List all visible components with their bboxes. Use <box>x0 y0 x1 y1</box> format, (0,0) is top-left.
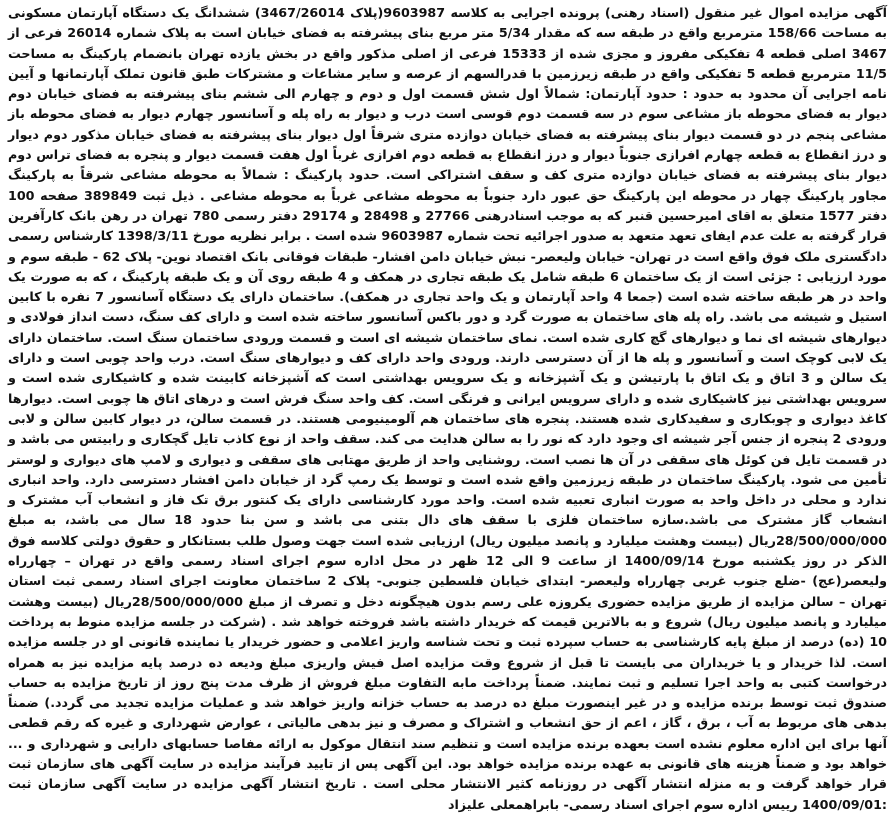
auction-notice <box>8 3 888 812</box>
notice-body: آگهی مزایده اموال غیر منقول (اسناد رهنی) پرونده اجرایی به کلاسه 9603987(پلاک 3467/26014) ششدانگ یک دستگاه آپارتمان مسکونی به مساحت 158/66 مترمربع واقع در طبقه سه که مقدار 5/34 متر مربع بنای پیشرفته به فضای خیابان است به پلاک شماره 26014 فرعی از 3467 اصلی قطعه 4 تفکیکی مفروز و مجزی شده از 15333 فرعی از اصلی مذکور واقع در بخش یازده تهران بانضمام پارکینگ به مساحت 11/5 مترمربع قطعه 5 تفکیکی واقع در طبقه زیرزمین با قدرالسهم از عرصه و سایر مشاعات و مشترکات طبق قانون تملک آپارتمانها و آیین نامه اجرایی آن محدود به حدود : حدود آپارتمان: شمالاً اول شش قسمت اول و دوم و چهارم الی ششم بنای پیشرفته به فضای خیابان دوم دیوار به فضای محوطه باز مشاعی سوم در سه قسمت دوم قوسی است درب و دیوار به راه پله و آسانسور چهارم دیوار به فضای محوطه باز مشاعی پنجم در دو قسمت دیوار بنای پیشرفته به فضای خیابان دوازده متری شرقاً اول دیوار بنای پیشرفته به فضای خیابان مذکور دوم دیوار و درز انقطاع به قطعه چهارم افرازی جنوباً دیوار و درز انقطاع به قطعه دوم افرازی غرباً اول هفت قسمت دیوار و پنجره به فضای تراس دوم دیوار بنای پیشرفته به فضای خیابان دوازده متری کف و سقف اشتراکی است. حدود پارکینگ : شمالاً به محوطه مشاعی شرقاً به پارکینگ مجاور پارکینگ چهار در محوطه این پارکینگ حق عبور دارد جنوباً به محوطه مشاعی غرباً به محوطه مشاعی . ذیل ثبت 389849 صفحه 100 دفتر 1577 متعلق به اقای امیرحسین قنبر که به موجب اسنادرهنی 27766 و 28498 و 29174 دفتر رسمی 780 تهران در رهن بانک کارآفرین قرار گرفته به علت عدم ایفای تعهد متعهد به صدور اجرائیه تحت شماره 9603987 شده است . برابر نظریه مورخ 1398/3/11 کارشناس رسمی دادگستری ملک فوق واقع است در تهران- خیابان ولیعصر- نبش خیابان دامن افشار- طبقات فوقانی بانک اقتصاد نوین- پلاک 62 - طبقه سوم و مورد ارزیابی : جزئی است از یک ساختمان 6 طبقه شامل یک طبقه تجاری در همکف و 4 طبقه روی آن و یک طبقه پارکینگ ، که به صورت یک واحد در هر طبقه ساخته شده است (جمعا 4 واحد آپارتمان و یک واحد تجاری در همکف). ساختمان دارای یک دستگاه آسانسور 7 نفره با کابین استیل و شیشه می باشد. راه پله های ساختمان به صورت گرد و دور باکس آسانسور ساخته شده است و دارای کف سنگ، دست انداز فولادی و دیوارهای شیشه ای نما و دیوارهای گچ کاری شده است. نمای ساختمان شیشه ای است و قسمت ورودی ساختمان سنگ است. ساختمان دارای یک لابی کوچک است و آسانسور و پله ها از آن دسترسی دارند. ورودی واحد دارای کف و دیوارهای سنگ است. درب واحد چوبی است و دارای یک سالن و 3 اتاق و یک اتاق با پارتیشن و یک آشپزخانه و یک سرویس بهداشتی است که آشپزخانه کابینت شده و کاشیکاری شده است و سرویس بهداشتی نیز کاشیکاری شده و دارای سرویس ایرانی و فرنگی است. کف واحد سنگ فرش است و درهای اتاق ها چوبی است. دیوارها کاغذ دیواری و چوبکاری و سفیدکاری شده هستند. پنجره های ساختمان هم آلومینیومی هستند. در قسمت سالن، در دیوار کابین سالن و لابی ورودی 2 پنجره از جنس آجر شیشه ای وجود دارد که نور را به سالن هدایت می کند. سقف واحد از نوع کاذب تایل گچکاری و رابیتس می باشد و در قسمت تایل فن کوئل های سقفی در آن ها نصب است. روشنایی واحد از طریق مهتابی های سقفی و دیواری و لامپ های دیواری و لوستر تأمین می شود. پارکینگ ساختمان در طبقه زیرزمین واقع شده است و توسط یک رمپ گرد از خیابان دامن افشار دسترسی دارد. واحد انباری ندارد و محلی در داخل واحد به صورت انباری تعبیه شده است. واحد مورد کارشناسی دارای یک کنتور برق تک فاز و انشعاب آب مشترک و انشعاب گاز مشترک می باشد.سازه ساختمان فلزی با سقف های دال بتنی می باشد و سن بنا حدود 18 سال می باشد، به مبلغ 28/500/000/000ریال (بیست وهشت میلیارد و پانصد میلیون ریال) ارزیابی شده است جهت وصول طلب بستانکار و حقوق دولتی کلاسه فوق الذکر در روز یکشنبه مورخ 1400/09/14 از ساعت 9 الی 12 ظهر در محل اداره سوم اجرای اسناد رسمی واقع در تهران – چهارراه ولیعصر(عج) -ضلع جنوب غربی چهارراه ولیعصر- ابتدای خیابان فلسطین جنوبی- پلاک 2 ساختمان معاونت اجرای اسناد رسمی ثبت استان تهران – سالن مزایده از طریق مزایده حضوری یکروزه علی رسم بدون هیچگونه دخل و تصرف از مبلغ 28/500/000/000ریال (بیست وهشت میلیارد و پانصد میلیون ریال) شروع و به بالاترین قیمت که خریدار داشته باشد فروخته خواهد شد . (شرکت در جلسه مزایده منوط به پرداخت 10 (ده) درصد از مبلغ پایه کارشناسی به حساب سپرده ثبت و تحت شناسه واریز اعلامی و حضور خریدار یا نماینده قانونی او در جلسه مزایده است. لذا خریدار و یا خریداران می بایست تا قبل از شروع وقت مزایده اصل فیش واریزی مبلغ ودیعه ده درصد پایه مزایده نیز به همراه درخواست کتبی به واحد اجرا تسلیم و ثبت نمایند. ضمناً پرداخت مابه التفاوت مبلغ فروش از ظرف مدت پنج روز از تاریخ مزایده به حساب صندوق ثبت توسط برنده مزایده و در غیر اینصورت مبلغ ده درصد به حساب خزانه واریز خواهد شد و عملیات مزایده تجدید می گردد.) ضمناً بدهی های مربوط به آب ، برق ، گاز ، اعم از حق انشعاب و اشتراک و مصرف و نیز بدهی مالیاتی ، عوارض شهرداری و غیره که رقم قطعی آنها برای این اداره معلوم نشده است بعهده برنده مزایده است و تنظیم سند انتقال موکول به ارائه مفاصا حسابهای دارایی و شهرداری و ... خواهد بود و ضمناً هزینه های قانونی به عهده برنده مزایده خواهد بود. این آگهی پس از تایید فرآیند مزایده در سایت آگهی های سازمان ثبت قرار خواهد گرفت و به منزله انتشار آگهی در روزنامه کثیر الانتشار محلی است . تاریخ انتشار آگهی مزایده در سایت آگهی سازمان ثبت :1400/09/01 رییس اداره سوم اجرای اسناد رسمی- بابراهمعلی علیزاد <box>8 5 888 812</box>
